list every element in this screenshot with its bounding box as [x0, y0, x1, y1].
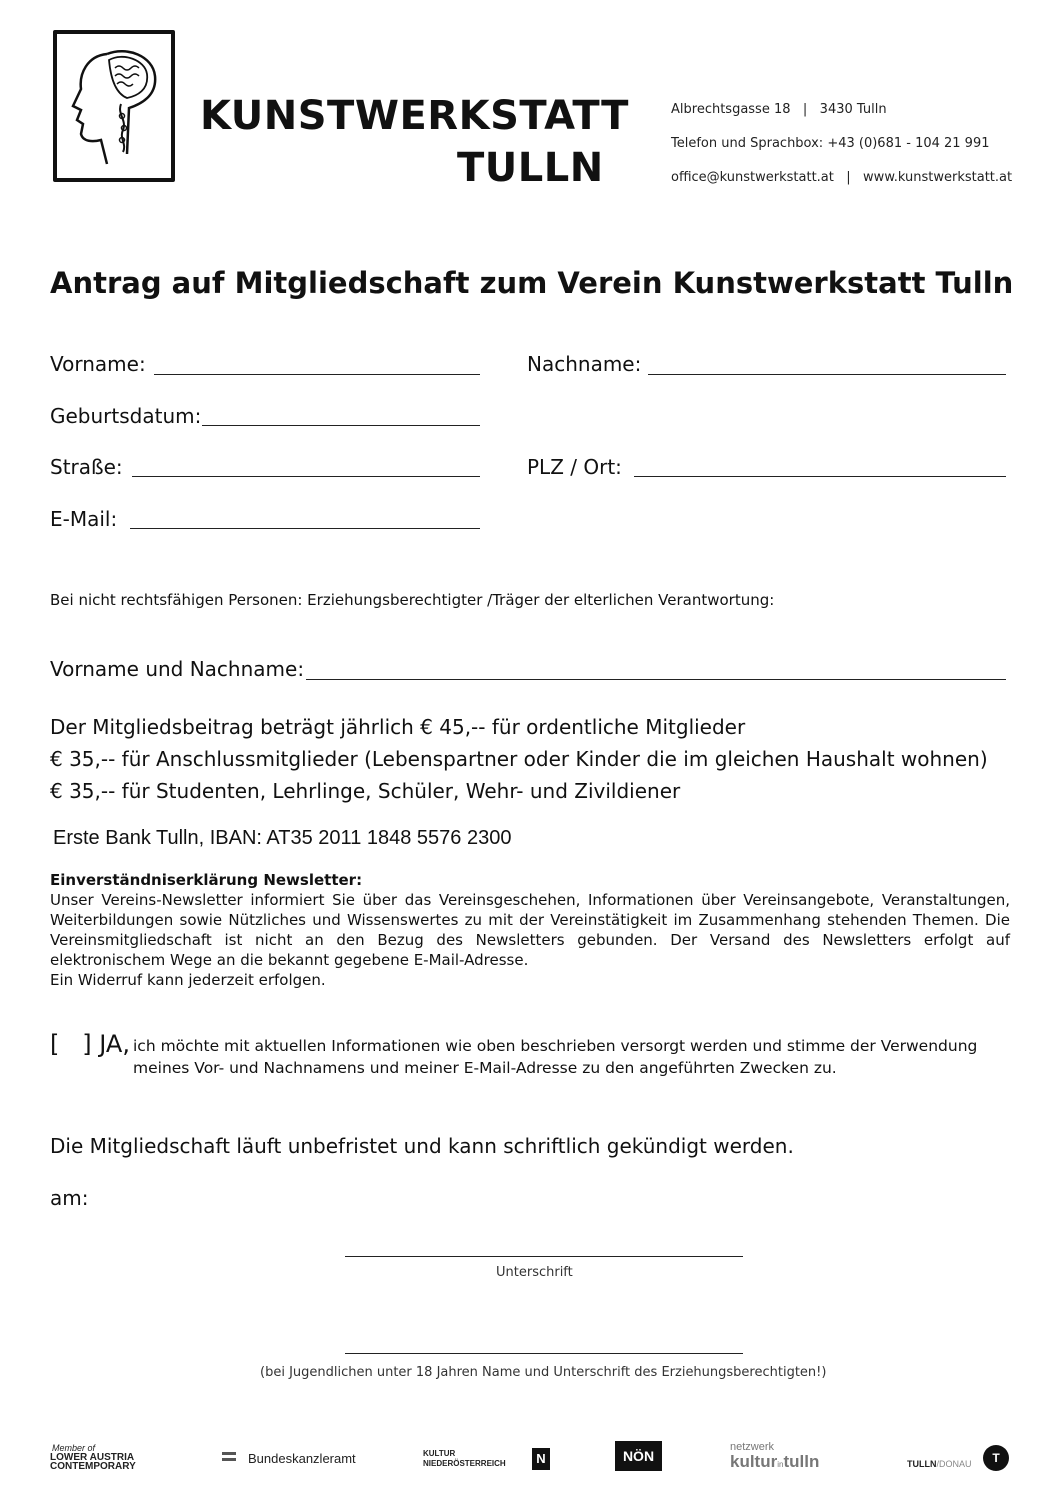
kultur-line2: NIEDERÖSTERREICH [423, 1459, 506, 1468]
bka-logo: Bundeskanzleramt [248, 1451, 356, 1466]
strasse-input-line[interactable] [132, 476, 480, 477]
netzwerk-kultur-tulln-logo [730, 1442, 819, 1474]
netzwerk-in: in [777, 1460, 784, 1469]
page-title: Antrag auf Mitgliedschaft zum Verein Kunstwerkstatt Tulln [50, 266, 1014, 300]
tulln-badge-icon: T [983, 1445, 1009, 1471]
signature-label: Unterschrift [496, 1265, 573, 1280]
bka-flag-icon [222, 1452, 236, 1461]
bank-details: Erste Bank Tulln, IBAN: AT35 2011 1848 5576 2300 [53, 827, 512, 849]
lower-austria-contemporary-logo [50, 1443, 160, 1472]
nachname-label: Nachname: [527, 352, 642, 376]
guardian-signature-line[interactable] [345, 1353, 743, 1354]
signature-line[interactable] [345, 1256, 743, 1257]
donau-text: /DONAU [936, 1459, 972, 1469]
newsletter-revoke: Ein Widerruf kann jederzeit erfolgen. [50, 971, 326, 989]
netzwerk-kultur: kultur [730, 1452, 778, 1471]
guardian-signature-label: (bei Jugendlichen unter 18 Jahren Name und Unterschrift des Erziehungsberechtigten!) [260, 1365, 827, 1380]
plz-ort-label: PLZ / Ort: [527, 455, 622, 479]
lac-member-of: Member of [52, 1443, 96, 1453]
guardian-name-label: Vorname und Nachname: [50, 657, 305, 681]
geburtsdatum-input-line[interactable] [202, 425, 480, 426]
noen-logo: NÖN [615, 1441, 662, 1471]
membership-note: Die Mitgliedschaft läuft unbefristet und kann schriftlich gekündigt werden. [50, 1134, 794, 1158]
lac-line3: CONTEMPORARY [50, 1461, 136, 1472]
email-input-line[interactable] [130, 528, 480, 529]
consent-line2: meines Vor- und Nachnamens und meiner E-Mail-Adresse zu den angeführten Zwecken zu. [133, 1059, 837, 1077]
newsletter-heading: Einverständniserklärung Newsletter: [50, 871, 363, 889]
consent-line1: ich möchte mit aktuellen Informationen wie oben beschrieben versorgt werden und stimme der Verwendung [133, 1037, 978, 1055]
kultur-noe-logo [423, 1449, 506, 1469]
strasse-label: Straße: [50, 455, 123, 479]
vorname-input-line[interactable] [154, 374, 480, 375]
kultur-line1: KULTUR [423, 1449, 456, 1458]
phone: Telefon und Sprachbox: +43 (0)681 - 104 21 991 [671, 136, 990, 151]
lac-line2: LOWER AUSTRIA [50, 1452, 135, 1463]
vorname-label: Vorname: [50, 352, 146, 376]
brand-name-line2: TULLN [457, 145, 604, 191]
fee-students: € 35,-- für Studenten, Lehrlinge, Schüler, Wehr- und Zivildiener [50, 779, 681, 803]
nachname-input-line[interactable] [648, 374, 1006, 375]
plz-ort-input-line[interactable] [634, 476, 1006, 477]
tulln-text: TULLN [907, 1459, 937, 1469]
netzwerk-line1: netzwerk [730, 1441, 775, 1453]
netzwerk-tulln: tulln [783, 1452, 820, 1471]
address: Albrechtsgasse 18 | 3430 Tulln [671, 102, 887, 117]
consent-checkbox[interactable]: [ ] JA, [50, 1030, 130, 1058]
guardian-name-input-line[interactable] [306, 679, 1006, 680]
email-web: office@kunstwerkstatt.at | www.kunstwerkstatt.at [671, 170, 1013, 185]
head-profile-icon [57, 34, 171, 178]
email-label: E-Mail: [50, 507, 118, 531]
date-label[interactable]: am: [50, 1186, 89, 1210]
newsletter-text: Unser Vereins-Newsletter informiert Sie über das Vereinsgeschehen, Informationen über Vereinsangebote, Veranstaltungen, Weiterbildungen sowie Nützliches und Wissenswertes zu mit der Vereinstätigkeit im Zusammenhang stehenden Themen. Die Vereinsmitgliedschaft ist nicht an den Bezug des Newsletters gebunden. Der Versand des Newsletters erfolgt auf elektronischem Wege an die bekannt gegebene E-Mail-Adresse. [50, 891, 1010, 969]
fee-associate: € 35,-- für Anschlussmitglieder (Lebenspartner oder Kinder die im gleichen Haushalt wohnen) [50, 747, 988, 771]
fee-regular: Der Mitgliedsbeitrag beträgt jährlich € 45,-- für ordentliche Mitglieder [50, 715, 746, 739]
brand-name-line1: KUNSTWERKSTATT [200, 93, 629, 139]
kultur-noe-badge: N [532, 1448, 550, 1470]
tulln-donau-logo [907, 1452, 972, 1471]
newsletter-section [50, 870, 1010, 990]
logo-frame [53, 30, 175, 182]
guardian-note: Bei nicht rechtsfähigen Personen: Erziehungsberechtigter /Träger der elterlichen Verantwortung: [50, 591, 775, 609]
geburtsdatum-label: Geburtsdatum: [50, 404, 202, 428]
